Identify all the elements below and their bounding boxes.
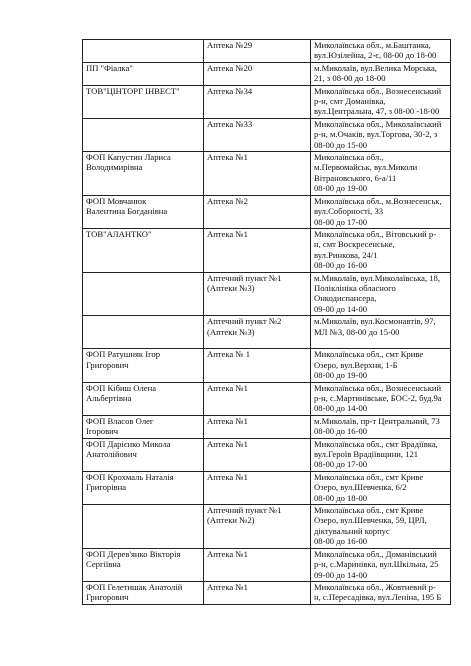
address-cell [311,505,451,549]
owner-line [86,40,200,50]
address-line: 08-00 до 16-00 [314,426,368,437]
owner-cell [83,40,204,63]
address-line: 08-00 до 17-00 [314,216,368,227]
address-line: н, с.Пересадівка, вул.Леніна, 195 Б [314,592,442,603]
owner-line: ФОП Крохмаль Наталія [86,471,174,482]
table-row [83,505,451,549]
pharmacy-line: Аптека №1 [207,228,248,239]
pharmacy-cell [204,581,311,604]
owner-cell [83,118,204,151]
address-cell [311,548,451,581]
table-row [83,195,451,228]
pharmacy-line: Аптечний пункт №1 [207,505,282,516]
address-line: р-н, смт Доманівка, [314,96,386,107]
owner-line: ФОП Власов Олег [86,415,154,426]
address-line [314,337,447,347]
pharmacy-line: Аптека №1 [207,438,248,449]
pharmacy-cell [204,152,311,196]
pharmacy-cell [204,62,311,85]
owner-line: Сергіївна [86,559,121,570]
address-cell [311,415,451,438]
pharmacy-cell [204,349,311,382]
pharmacy-cell [204,505,311,549]
address-line: Онкодиспансера, [314,293,377,304]
owner-cell [83,349,204,382]
table-row [83,382,451,415]
owner-cell [83,85,204,118]
address-line: 08-00 до 14-00 [314,403,368,414]
owner-line: ФОП Ратушняк Ігор [86,349,161,360]
owner-line: Григорович [86,592,129,603]
table-row [83,548,451,581]
pharmacy-table [82,39,451,605]
pharmacy-line: Аптека №1 [207,415,248,426]
pharmacy-cell [204,272,311,316]
address-line: Миколаївська обл., Вознесенський [314,85,442,96]
pharmacy-line: (Аптеки №2) [207,515,255,526]
address-line: р-н, м.Очаків, вул.Торгова, 30-2, з [314,129,438,140]
table-row [83,581,451,604]
address-line: 09-00 до 14-00 [314,569,368,580]
pharmacy-cell [204,548,311,581]
address-line: вул.Центральна, 47, з 08-00 -18-00 [314,106,440,117]
table-row [83,272,451,316]
pharmacy-cell [204,85,311,118]
pharmacy-line: (Аптеки №3) [207,326,255,337]
address-line: 08-00 до 19-00 [314,183,368,194]
owner-cell [83,228,204,272]
owner-line [86,505,200,515]
owner-line: Анатолійович [86,449,137,460]
address-line: м.Миколаїв, вул.Космонавтів, 97, [314,316,436,327]
owner-line: Григорович [86,359,129,370]
address-line: Озеро, вул.Шевченка, 59, ЦРЛ, [314,515,427,526]
pharmacy-cell [204,382,311,415]
table-row [83,349,451,382]
address-line: 08-00 до 17-00 [314,459,368,470]
address-line: 08-00 до 16-00 [314,260,368,271]
owner-line: Григорівна [86,482,127,493]
address-line: Вітрановського, 6-а/11 [314,172,397,183]
owner-cell [83,471,204,504]
owner-line [86,119,200,129]
owner-line [86,273,200,283]
owner-cell [83,548,204,581]
pharmacy-line: Аптека №34 [207,85,253,96]
owner-line: ФОП Кібиш Олена [86,382,157,393]
table-row [83,471,451,504]
pharmacy-line: Аптека №1 [207,152,248,163]
table-row [83,438,451,471]
address-line: Миколаївська обл., смт Криве [314,505,424,516]
table-row [83,40,451,63]
address-line: н, смт Воскресенське, [314,239,395,250]
address-line: Миколаївська обл., Жовтневий р- [314,581,436,592]
address-line: р-н, с.Мартинівське, БОС-2, буд.9а [314,393,442,403]
address-line: Миколаївська обл., Вітовський р- [314,228,437,239]
address-cell [311,195,451,228]
table-row [83,85,451,118]
address-line: м.Миколаїв, вул.Велика Морська, [314,62,437,73]
address-cell [311,118,451,151]
address-cell [311,316,451,349]
table-row [83,415,451,438]
address-line: 08-00 до 16-00 [314,536,368,547]
address-line: 08-00 до 15-00 [314,139,368,150]
owner-line: ФОП Дерев'янко Вікторія [86,548,181,559]
address-line: Миколаївська обл., смт Криве [314,349,424,360]
address-line: Миколаївська обл., [314,152,384,163]
owner-cell [83,382,204,415]
address-line: Миколаївська обл., смт Врадіївка, [314,438,438,449]
pharmacy-cell [204,471,311,504]
address-line: діктувальний корпус [314,525,390,536]
address-cell [311,152,451,196]
table-row [83,152,451,196]
owner-line: Ігорович [86,426,119,437]
pharmacy-line: Аптека №1 [207,581,248,592]
owner-cell [83,62,204,85]
table-row [83,62,451,85]
address-line: Миколаївська обл., м.Баштанка, [314,40,431,50]
address-line: 08-00 до 18-00 [314,492,368,503]
owner-cell [83,505,204,549]
address-line: Озеро, вул.Шевченка, 6/2 [314,482,407,493]
address-line: м.Миколаїв, пр-т Центральний, 73 [314,415,440,426]
pharmacy-table-body [83,40,451,605]
owner-line [86,316,200,326]
pharmacy-cell [204,438,311,471]
pharmacy-line: Аптека №2 [207,195,248,206]
pharmacy-cell [204,316,311,349]
pharmacy-line: (Аптеки №3) [207,282,255,293]
pharmacy-cell [204,228,311,272]
pharmacy-cell [204,195,311,228]
address-cell [311,62,451,85]
owner-line: ФОП Мовчанюк [86,195,147,206]
pharmacy-line: Аптека №1 [207,471,248,482]
pharmacy-line: Аптека № 1 [207,349,251,360]
address-line: вул.Юзілейна, 2-є, 08-00 до 18-00 [314,50,437,61]
address-line: Озеро, вул.Верхня, 1-Б [314,359,398,370]
pharmacy-line: Аптека №1 [207,382,248,393]
address-line: Миколаївська обл., Миколаївський [314,118,442,129]
address-line: Миколаївська обл., Доманівський [314,548,437,559]
pharmacy-cell [204,415,311,438]
address-cell [311,85,451,118]
address-line: 08-00 до 19-00 [314,370,368,381]
address-cell [311,40,451,63]
owner-line: ПП "Фіалка" [86,62,133,73]
owner-cell [83,195,204,228]
address-line: МЛ №3, 08-00 до 15-00 [314,326,400,337]
address-line: р-н, с.Маринівка, вул.Шкільна, 25 [314,559,439,570]
address-line: м.Первомайськ, вул.Миколи [314,162,418,173]
owner-cell [83,438,204,471]
address-cell [311,382,451,415]
address-line: м.Миколаїв, вул.Миколаївська, 18, [314,272,441,283]
address-line: вул.Ринкова, 24/1 [314,249,378,260]
pharmacy-cell [204,118,311,151]
address-line: Поліклініка обласного [314,282,396,293]
owner-cell [83,581,204,604]
owner-cell [83,272,204,316]
owner-line: ФОП Капустин Лариса [86,152,171,163]
table-row [83,316,451,349]
address-cell [311,581,451,604]
pharmacy-line: Аптечний пункт №2 [207,316,282,327]
pharmacy-line: Аптека №1 [207,548,248,559]
address-line: вул.Соборності, 33 [314,206,384,217]
address-line: 21, з 08-00 до 18-00 [314,73,386,84]
pharmacy-line: Аптека №20 [207,62,253,73]
table-row [83,118,451,151]
owner-line: ТОВ"ЦІНТОРГ ІНВЕСТ" [86,85,180,96]
address-line: Миколаївська обл., смт Криве [314,471,424,482]
owner-line: Альбертівна [86,393,132,403]
address-cell [311,471,451,504]
owner-line: Валентина Богданівна [86,206,168,217]
address-line: вул.Героїв Врадіївщини, 121 [314,449,419,460]
owner-line: ТОВ"АЛАНТКО" [86,228,152,239]
pharmacy-line: Аптека №29 [207,40,253,50]
table-row [83,228,451,272]
owner-line: Володимирівна [86,162,143,173]
pharmacy-cell [204,40,311,63]
address-line: Миколаївська обл., Вознесенський [314,382,442,393]
address-cell [311,228,451,272]
owner-cell [83,152,204,196]
owner-line: ФОП Гелетишак Анатолій [86,581,183,592]
address-cell [311,272,451,316]
owner-cell [83,415,204,438]
owner-cell [83,316,204,349]
address-line: 09-00 до 14-00 [314,303,368,314]
address-line: Миколаївська обл., м.Вознесенськ, [314,195,442,206]
owner-line: ФОП Дарієнко Микола [86,438,171,449]
pharmacy-line: Аптека №33 [207,118,253,129]
pharmacy-line: Аптечний пункт №1 [207,272,282,283]
address-cell [311,438,451,471]
address-cell [311,349,451,382]
